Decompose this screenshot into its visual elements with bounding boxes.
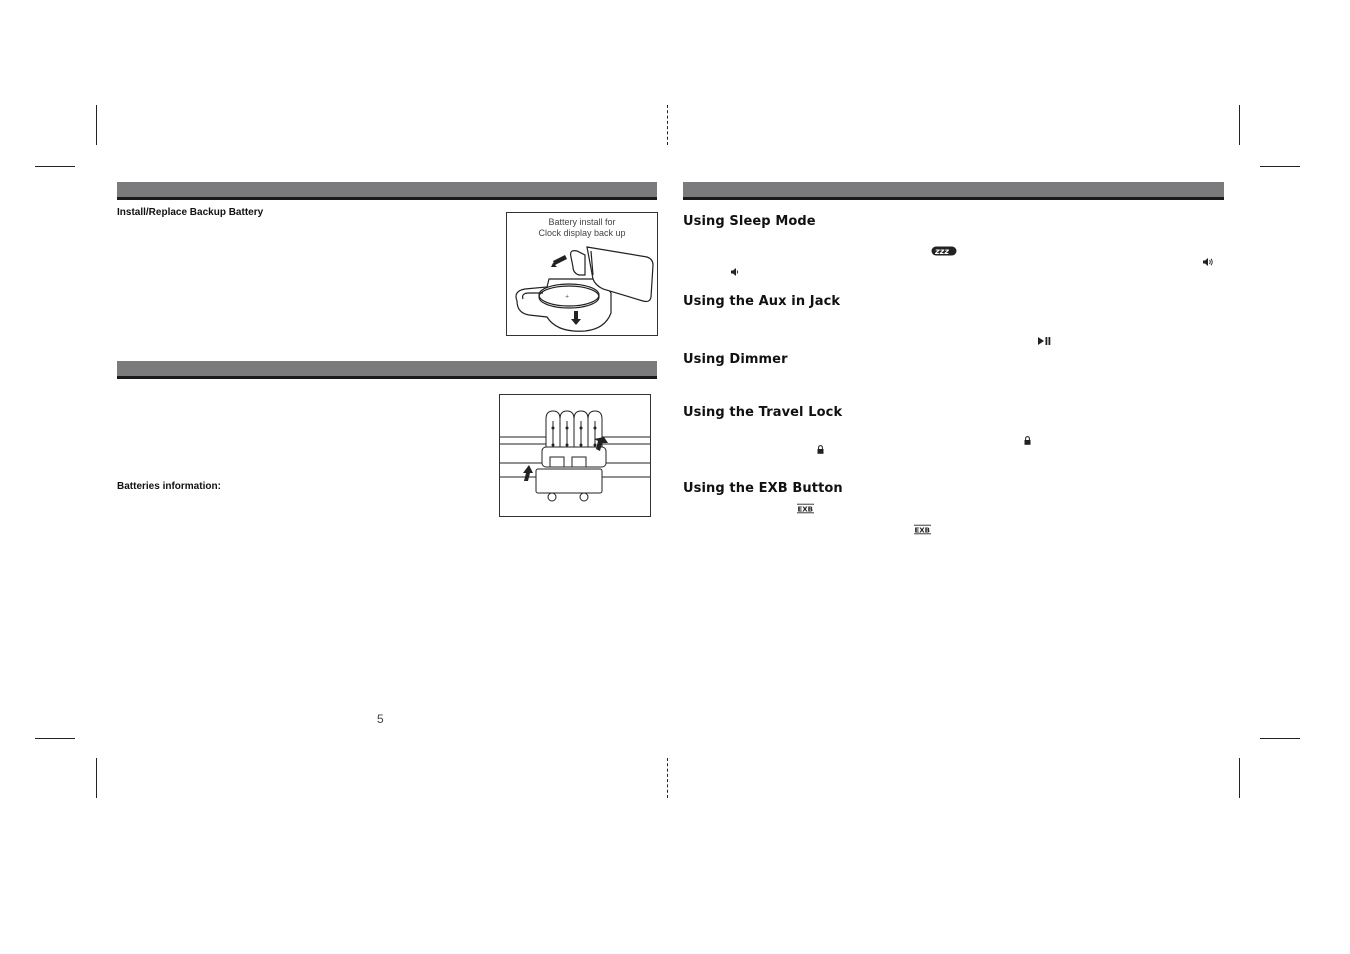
section-header-bar <box>683 182 1224 200</box>
aa-battery-figure <box>499 394 651 517</box>
lock-icon <box>817 445 824 454</box>
dimmer-heading: Using Dimmer <box>683 352 788 367</box>
fold-mark <box>667 105 668 145</box>
crop-mark <box>96 105 97 145</box>
coin-battery-illustration <box>507 213 657 335</box>
crop-mark <box>35 738 75 739</box>
volume-up-icon <box>1203 258 1214 266</box>
zzz-icon <box>931 246 957 256</box>
crop-mark <box>1239 105 1240 145</box>
crop-mark <box>96 758 97 798</box>
travel-lock-heading: Using the Travel Lock <box>683 405 843 420</box>
figure-caption-line1: Battery install for <box>548 217 616 227</box>
volume-down-icon <box>731 268 739 276</box>
exb-icon <box>913 524 932 535</box>
crop-mark <box>1260 166 1300 167</box>
svg-text:EXB: EXB <box>797 505 814 514</box>
exb-icon <box>796 503 815 514</box>
aa-batteries-illustration <box>500 395 650 516</box>
section-header-bar <box>117 361 657 379</box>
svg-text:EXB: EXB <box>914 526 931 535</box>
crop-mark <box>35 166 75 167</box>
svg-text:zzz: zzz <box>935 247 949 256</box>
svg-text:+: + <box>565 294 570 300</box>
backup-battery-figure <box>506 212 658 336</box>
sleep-mode-heading: Using Sleep Mode <box>683 214 816 229</box>
page-number: 5 <box>377 712 384 726</box>
fold-mark <box>667 758 668 798</box>
exb-button-heading: Using the EXB Button <box>683 481 843 496</box>
crop-mark <box>1260 738 1300 739</box>
batteries-information-title: Batteries information: <box>117 481 221 492</box>
aux-in-jack-heading: Using the Aux in Jack <box>683 294 841 309</box>
crop-mark <box>1239 758 1240 798</box>
lock-icon <box>1024 436 1031 445</box>
figure-caption-line2: Clock display back up <box>538 228 626 238</box>
section-header-bar <box>117 182 657 200</box>
play-pause-icon <box>1038 337 1051 345</box>
install-backup-battery-title: Install/Replace Backup Battery <box>117 207 264 218</box>
